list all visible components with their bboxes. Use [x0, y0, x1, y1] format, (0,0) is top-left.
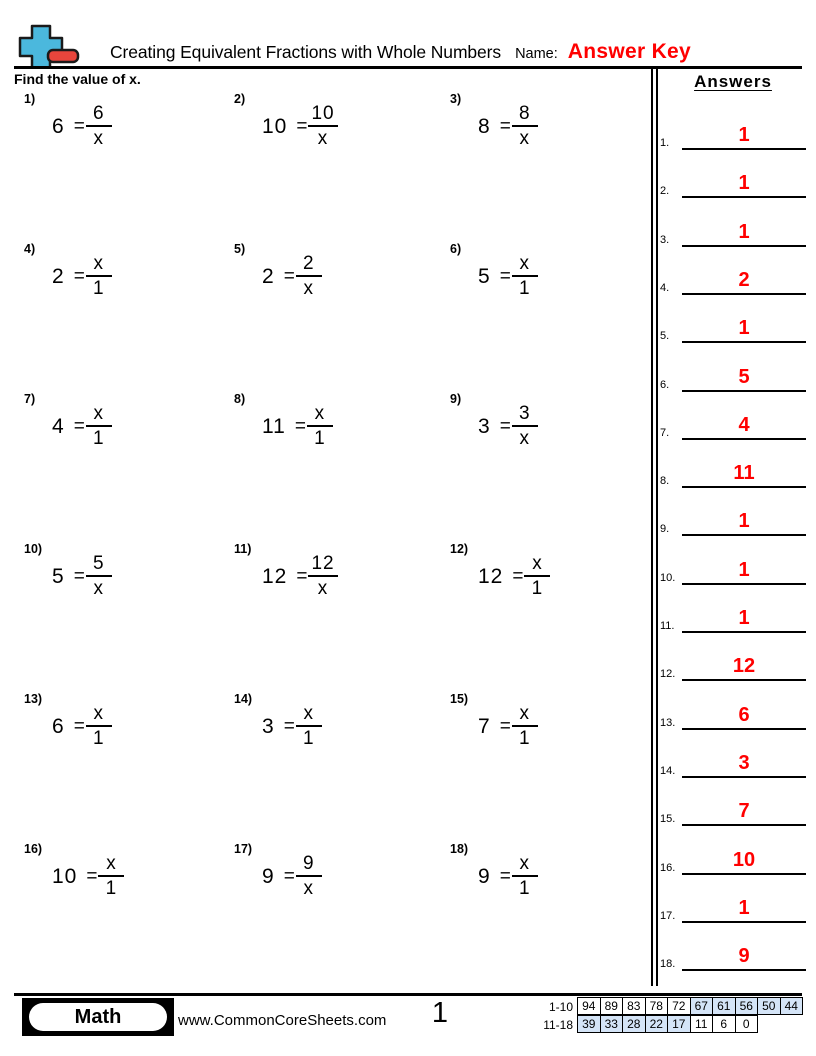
answer-blank-line[interactable]: [682, 679, 806, 681]
equals-sign: =: [499, 865, 511, 887]
fraction-denominator: x: [519, 428, 531, 449]
fraction-denominator: 1: [519, 878, 531, 899]
score-cell: 6: [712, 1015, 736, 1033]
equals-sign: =: [73, 415, 85, 437]
answer-row: [658, 348, 810, 392]
problem-12: [440, 542, 656, 692]
name-label: Name:: [515, 46, 558, 62]
fraction-bar: [86, 125, 112, 127]
fraction: [86, 103, 112, 150]
fraction-numerator: x: [93, 252, 105, 274]
fraction-numerator: x: [314, 402, 326, 424]
score-cell: 78: [645, 997, 669, 1015]
answer-index: 2.: [660, 185, 670, 198]
whole-number: 9: [478, 864, 491, 888]
problem-expression: [262, 552, 338, 600]
page-title: Creating Equivalent Fractions with Whole Numbers: [110, 42, 502, 62]
problem-number: 18): [450, 842, 469, 856]
score-table: [531, 998, 803, 1034]
problem-expression: [52, 252, 112, 300]
answers-column: [658, 66, 816, 972]
fraction: [296, 253, 322, 300]
score-cell-empty: [780, 1015, 804, 1033]
problem-number: 9): [450, 392, 462, 406]
problem-number: 15): [450, 692, 469, 706]
answer-value: 6: [738, 703, 750, 726]
problem-10: [14, 542, 230, 692]
problem-number: 11): [234, 542, 252, 556]
answers-heading: Answers: [694, 72, 772, 91]
fraction-bar: [524, 575, 550, 577]
fraction-denominator: x: [317, 128, 329, 149]
answer-index: 6.: [660, 378, 670, 391]
problem-14: [224, 692, 440, 842]
score-row: [531, 998, 803, 1016]
answer-blank-line[interactable]: [682, 341, 806, 343]
problem-number: 7): [24, 392, 36, 406]
score-cell: 50: [757, 997, 781, 1015]
fraction-numerator: x: [106, 852, 117, 874]
equals-sign: =: [73, 265, 85, 287]
score-cell: 22: [645, 1015, 669, 1033]
fraction: [512, 103, 538, 150]
fraction-bar: [296, 725, 322, 727]
answer-blank-line[interactable]: [682, 631, 806, 633]
fraction-bar: [296, 875, 322, 877]
answer-row: [658, 927, 810, 971]
answer-value: 3: [738, 751, 750, 774]
answer-value: 1: [738, 896, 750, 919]
fraction-numerator: 9: [303, 852, 315, 874]
answer-row: [658, 637, 810, 681]
answer-row: [658, 396, 810, 440]
fraction-denominator: 1: [519, 728, 531, 749]
answer-blank-line[interactable]: [682, 776, 806, 778]
answer-blank-line[interactable]: [682, 438, 806, 440]
fraction-numerator: x: [93, 702, 105, 724]
equals-sign: =: [296, 565, 308, 587]
answer-value: 1: [738, 172, 750, 195]
score-cell: 89: [600, 997, 624, 1015]
answer-row: [658, 299, 810, 343]
problem-5: [224, 242, 440, 392]
answer-index: 5.: [660, 330, 670, 343]
answer-index: 13.: [660, 716, 676, 729]
whole-number: 9: [262, 864, 275, 888]
page-number: 1: [431, 997, 449, 1029]
answer-row: [658, 686, 810, 730]
fraction-bar: [512, 725, 538, 727]
answer-blank-line[interactable]: [682, 534, 806, 536]
fraction-denominator: x: [519, 128, 531, 149]
answer-index: 11.: [660, 620, 675, 632]
whole-number: 7: [478, 714, 491, 738]
answer-blank-line[interactable]: [682, 583, 806, 585]
fraction-denominator: x: [303, 878, 315, 899]
whole-number: 10: [52, 864, 78, 888]
problem-row: [0, 392, 650, 542]
fraction: [512, 253, 538, 300]
problem-number: 12): [450, 542, 469, 556]
fraction: [296, 703, 322, 750]
whole-number: 3: [262, 714, 275, 738]
equals-sign: =: [86, 865, 98, 887]
fraction-bar: [86, 275, 112, 277]
fraction-numerator: 12: [311, 552, 335, 574]
fraction: [307, 403, 333, 450]
answer-value: 4: [738, 413, 750, 436]
answer-index: 10.: [660, 571, 676, 584]
answer-index: 9.: [660, 523, 670, 536]
equals-sign: =: [499, 115, 511, 137]
answer-blank-line[interactable]: [682, 824, 806, 826]
equals-sign: =: [73, 565, 85, 587]
whole-number: 8: [478, 114, 491, 138]
worksheet-footer: [0, 996, 816, 1056]
problem-expression: [262, 402, 333, 450]
answer-value: 11: [733, 462, 755, 485]
fraction-numerator: x: [519, 702, 531, 724]
problem-expression: [262, 102, 338, 150]
answer-value: 2: [738, 268, 750, 291]
whole-number: 6: [52, 714, 65, 738]
fraction-numerator: x: [519, 852, 531, 874]
equals-sign: =: [499, 265, 511, 287]
fraction-numerator: 5: [93, 552, 105, 574]
problem-16: [14, 842, 230, 992]
answer-index: 16.: [660, 861, 676, 874]
answer-index: 12.: [660, 668, 676, 681]
score-cell: 72: [667, 997, 691, 1015]
score-cell: 83: [622, 997, 646, 1015]
whole-number: 4: [52, 414, 65, 438]
problem-row: [0, 92, 650, 242]
title-row: [110, 40, 810, 66]
whole-number: 10: [262, 114, 288, 138]
problem-number: 3): [450, 92, 462, 106]
problem-6: [440, 242, 656, 392]
answer-index: 3.: [660, 233, 670, 246]
score-row-label: 11-18: [543, 1018, 573, 1032]
problem-expression: [478, 552, 550, 600]
answer-blank-line[interactable]: [682, 728, 806, 730]
fraction-denominator: x: [317, 578, 329, 599]
problem-3: [440, 92, 656, 242]
fraction-numerator: 2: [303, 252, 315, 274]
score-cell: 94: [577, 997, 601, 1015]
answer-row: [658, 154, 810, 198]
problem-expression: [262, 852, 322, 900]
whole-number: 12: [262, 564, 288, 588]
problem-expression: [52, 852, 124, 900]
answer-row: [658, 734, 810, 778]
fraction-numerator: 10: [311, 102, 335, 124]
answer-index: 14.: [660, 764, 676, 777]
fraction-denominator: x: [303, 278, 315, 299]
fraction-bar: [86, 725, 112, 727]
fraction: [308, 553, 337, 600]
fraction-bar: [512, 275, 538, 277]
fraction-bar: [308, 575, 337, 577]
subject-badge: [22, 998, 174, 1036]
answer-value: 10: [732, 848, 756, 871]
equals-sign: =: [296, 115, 308, 137]
plus-minus-logo-icon: [18, 20, 90, 68]
answer-index: 15.: [660, 813, 676, 826]
problem-expression: [478, 852, 538, 900]
answer-value: 7: [738, 800, 750, 823]
problem-number: 17): [234, 842, 253, 856]
score-cell: 44: [780, 997, 804, 1015]
answer-blank-line[interactable]: [682, 969, 806, 971]
fraction-numerator: x: [532, 552, 543, 574]
fraction: [86, 403, 112, 450]
problem-number: 13): [24, 692, 43, 706]
subject-badge-label: Math: [29, 1003, 167, 1031]
answer-value: 9: [738, 945, 750, 968]
fraction-bar: [86, 575, 112, 577]
equals-sign: =: [499, 415, 511, 437]
fraction-numerator: x: [519, 252, 531, 274]
problem-8: [224, 392, 440, 542]
problems-grid: [0, 92, 650, 972]
problem-number: 14): [234, 692, 253, 706]
fraction-bar: [296, 275, 322, 277]
equals-sign: =: [283, 715, 295, 737]
answer-row: [658, 831, 810, 875]
problem-number: 4): [24, 242, 36, 256]
fraction: [512, 403, 538, 450]
fraction-numerator: x: [303, 702, 315, 724]
problem-13: [14, 692, 230, 842]
fraction-denominator: 1: [531, 578, 544, 599]
score-cell: 11: [690, 1015, 714, 1033]
answer-row: [658, 106, 810, 150]
answer-row: [658, 879, 810, 923]
fraction-bar: [512, 425, 538, 427]
problem-row: [0, 242, 650, 392]
answer-value: 12: [732, 655, 756, 678]
fraction: [296, 853, 322, 900]
problem-17: [224, 842, 440, 992]
equals-sign: =: [512, 565, 524, 587]
answer-row: [658, 541, 810, 585]
whole-number: 2: [262, 264, 275, 288]
fraction: [308, 103, 337, 150]
score-cell-empty: [757, 1015, 781, 1033]
problem-expression: [478, 702, 538, 750]
whole-number: 5: [478, 264, 491, 288]
problem-number: 1): [24, 92, 36, 106]
equals-sign: =: [294, 415, 306, 437]
fraction: [512, 853, 538, 900]
answer-blank-line[interactable]: [682, 921, 806, 923]
problem-expression: [478, 402, 538, 450]
fraction-bar: [512, 125, 538, 127]
worksheet-header: [0, 0, 816, 68]
fraction-numerator: 8: [519, 102, 531, 124]
answer-blank-line[interactable]: [682, 245, 806, 247]
whole-number: 5: [52, 564, 65, 588]
score-cell: 61: [712, 997, 736, 1015]
answer-blank-line[interactable]: [682, 148, 806, 150]
score-cells: [578, 1016, 803, 1034]
problem-expression: [52, 402, 112, 450]
score-row-label: 1-10: [548, 1000, 573, 1014]
fraction-denominator: 1: [93, 428, 105, 449]
score-cells: [578, 998, 803, 1016]
answer-value: 1: [738, 124, 750, 146]
answer-index: 4.: [660, 281, 670, 294]
answer-value: 5: [738, 365, 750, 388]
fraction-denominator: 1: [314, 428, 326, 449]
score-cell: 67: [690, 997, 714, 1015]
fraction: [98, 853, 124, 900]
problem-number: 8): [234, 392, 246, 406]
score-cell: 0: [735, 1015, 759, 1033]
fraction-denominator: 1: [519, 278, 531, 299]
answer-index: 18.: [660, 958, 676, 971]
problem-expression: [262, 702, 322, 750]
answer-index: 17.: [660, 909, 676, 922]
equals-sign: =: [73, 715, 85, 737]
fraction-bar: [307, 425, 333, 427]
answer-row: [658, 782, 810, 826]
fraction-denominator: 1: [303, 728, 315, 749]
fraction-numerator: 3: [519, 402, 531, 424]
problem-row: [0, 692, 650, 842]
answer-blank-line[interactable]: [682, 293, 806, 295]
answer-row: [658, 251, 810, 295]
fraction-bar: [512, 875, 538, 877]
score-cell: 28: [622, 1015, 646, 1033]
problem-expression: [478, 102, 538, 150]
fraction-denominator: 1: [93, 728, 105, 749]
fraction-denominator: 1: [93, 278, 105, 299]
whole-number: 6: [52, 114, 65, 138]
answer-value: 1: [738, 220, 750, 243]
problem-number: 2): [234, 92, 246, 106]
problem-1: [14, 92, 230, 242]
score-cell: 39: [577, 1015, 601, 1033]
answer-value: 1: [738, 558, 750, 581]
fraction-numerator: 6: [93, 102, 105, 124]
answer-value: 1: [738, 317, 750, 340]
score-cell: 17: [667, 1015, 691, 1033]
fraction-bar: [98, 875, 124, 877]
problem-expression: [262, 252, 322, 300]
answer-row: [658, 203, 810, 247]
problem-expression: [478, 252, 538, 300]
answer-blank-line[interactable]: [682, 196, 806, 198]
whole-number: 3: [478, 414, 491, 438]
fraction-denominator: x: [93, 578, 105, 599]
score-cell: 56: [735, 997, 759, 1015]
answer-blank-line[interactable]: [682, 390, 806, 392]
equals-sign: =: [73, 115, 85, 137]
equals-sign: =: [283, 865, 295, 887]
answer-blank-line[interactable]: [682, 486, 806, 488]
fraction-denominator: 1: [105, 878, 118, 899]
problem-number: 5): [234, 242, 246, 256]
score-cell: 33: [600, 1015, 624, 1033]
problem-11: [224, 542, 440, 692]
answer-row: [658, 589, 810, 633]
fraction-denominator: x: [93, 128, 105, 149]
problem-expression: [52, 702, 112, 750]
problem-expression: [52, 552, 112, 600]
whole-number: 11: [262, 414, 286, 438]
answer-index: 7.: [660, 426, 670, 439]
fraction-bar: [86, 425, 112, 427]
answer-value: 1: [738, 510, 750, 533]
whole-number: 2: [52, 264, 65, 288]
instruction-text: Find the value of x.: [14, 71, 141, 87]
answer-value: 1: [738, 607, 750, 629]
equals-sign: =: [283, 265, 295, 287]
site-url: www.CommonCoreSheets.com: [178, 1012, 387, 1029]
problem-number: 10): [24, 542, 43, 556]
problem-7: [14, 392, 230, 542]
problem-15: [440, 692, 656, 842]
problem-4: [14, 242, 230, 392]
problem-number: 6): [450, 242, 462, 256]
fraction-numerator: x: [93, 402, 105, 424]
fraction: [512, 703, 538, 750]
problem-row: [0, 842, 650, 992]
fraction: [86, 253, 112, 300]
fraction-bar: [308, 125, 337, 127]
answer-index: 8.: [660, 475, 670, 488]
answer-index: 1.: [660, 137, 670, 149]
fraction: [86, 703, 112, 750]
problem-9: [440, 392, 656, 542]
problem-number: 16): [24, 842, 43, 856]
problem-row: [0, 542, 650, 692]
fraction: [524, 553, 550, 600]
name-value: Answer Key: [567, 40, 691, 63]
whole-number: 12: [478, 564, 504, 588]
equals-sign: =: [499, 715, 511, 737]
answer-blank-line[interactable]: [682, 873, 806, 875]
score-row: [531, 1016, 803, 1034]
problem-expression: [52, 102, 112, 150]
fraction: [86, 553, 112, 600]
answer-row: [658, 492, 810, 536]
problem-2: [224, 92, 440, 242]
answer-row: [658, 444, 810, 488]
problem-18: [440, 842, 656, 992]
